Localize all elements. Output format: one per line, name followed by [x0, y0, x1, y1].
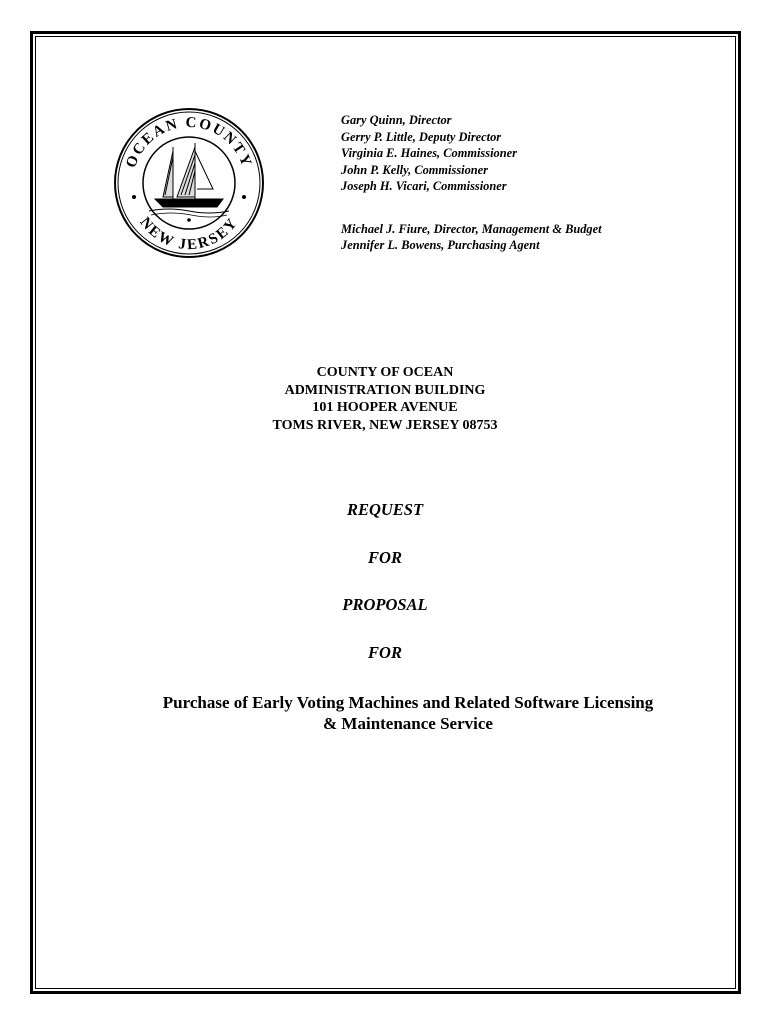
official-name: Gerry P. Little, Deputy Director	[341, 129, 502, 144]
rfp-word-for: FOR	[368, 548, 402, 567]
staff-name: Michael J. Fiure, Director, Management & Budget	[341, 221, 602, 236]
address-line: 101 HOOPER AVENUE	[312, 400, 458, 415]
title-line: & Maintenance Service	[323, 714, 493, 733]
document-title	[0, 692, 770, 734]
spacer	[341, 195, 602, 221]
official-name: Virginia E. Haines, Commissioner	[341, 146, 517, 160]
title-line: Purchase of Early Voting Machines and Related Software Licensing	[162, 693, 654, 712]
address-line: ADMINISTRATION BUILDING	[284, 382, 486, 398]
rfp-word-for-2: FOR	[368, 643, 402, 662]
address-block	[0, 364, 770, 434]
rfp-word-request: REQUEST	[346, 500, 424, 519]
ocean-county-seal-logo	[113, 107, 265, 259]
address-line: TOMS RIVER, NEW JERSEY 08753	[272, 417, 498, 433]
rfp-word-proposal: PROPOSAL	[342, 595, 428, 614]
official-name: Joseph H. Vicari, Commissioner	[341, 179, 507, 193]
officials-list	[341, 112, 602, 254]
svg-text:OCEAN COUNTY: OCEAN COUNTY	[123, 114, 255, 171]
svg-text:NEW JERSEY: NEW JERSEY	[136, 214, 242, 254]
staff-name: Jennifer L. Bowens, Purchasing Agent	[341, 238, 540, 252]
official-name: Gary Quinn, Director	[341, 113, 452, 127]
address-line: COUNTY OF OCEAN	[316, 365, 454, 380]
official-name: John P. Kelly, Commissioner	[341, 162, 488, 177]
